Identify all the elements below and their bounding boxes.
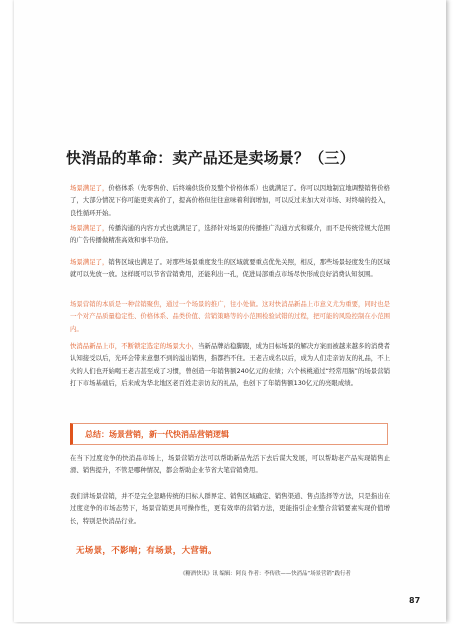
paragraph-conclusion-1 [70,452,390,477]
paragraph-text: 在当下过度竞争的快消品市场上，场景营销方法可以帮助新品先活下去后谋大发展，可以帮助老产品实现销售止滑、销售提升，不管是哪种情况，都会帮助企业节省大笔营销费用。 [70,454,390,475]
paragraph-text: 我们讲场景营销，并不是完全忽略传统的目标人群界定、销售区域确定、销售渠道、售点选择等方法，只是指出在过度竞争的市场态势下，场景营销更具可操作性，更有效率的营销方法，更能指引企业整合营销要素实现价值增长，特别是快消品行业。 [70,492,390,525]
paragraph-new-product [70,340,390,390]
paragraph-text: 价格体系（先零售价、后终端供货价及整个价格体系）也就满足了。你可以因地制宜地调整销售价格了，大部分情况下你可能更卖高价了，提高价格但往往意味着利润增加，可以反过来加大对市场、对终端的投入，良性循环开始。 [70,184,391,217]
page-number: 87 [409,596,421,605]
paragraph-text: 场景营销的本质是一种营销聚焦，通过一个场景的推广，往小处做。这对快消品新品上市意义尤为重要，同时也是一个对产品质量稳定性、价格体系、品类价值、营销策略等的小范围检验试错的过程，把可能的风险控制在小范围内。 [70,300,390,333]
paragraph-lead: 快消品新品上市，不断锁定选定的场景大小， [70,342,199,350]
source-caption: 《糖酒快讯》讯 编辑：阿良 作者：李传欣——快消品“场景营销”践行者 [180,571,351,577]
paragraph-conclusion-2 [70,490,390,527]
slogan: 无场景，不影响；有场景，大营销。 [76,546,217,556]
paragraph-text: 销售区域也满足了。对那些场景重度发生的区域就要重点优先关照，相反，那些场景轻度发生的区域就可以先放一放。这样既可以节省营销费用，还能利出一孔，促进局部重点市场尽快形成良好消费认知氛围。 [70,258,391,279]
summary-heading: 总结：场景营销，新一代快消品营销逻辑 [85,430,229,439]
paragraph-lead: 场景满足了， [70,184,109,192]
paragraph-region [70,256,390,281]
paragraph-essence [70,298,390,335]
article-title: 快消品的革命：卖产品还是卖场景？（三） [66,149,355,167]
paragraph-price [70,182,390,219]
paragraph-lead: 场景满足了， [70,258,109,266]
paragraph-text: 当新品牌站稳脚跟，成为目标场景的解决方案而被越来越多的消费者认知接受以后，光环会带来意想不到的溢出销售，指都挡不住。王老吉成名以后，成为人们走亲访友的礼品，不上火的人们也开始喝王老吉甚至成了习惯，曾创造一年销售额240亿元的业绩；六个核桃通过“经常用脑”的场景营销打下市场基础后，后来成为华北地区老百姓走亲访友的礼品，也创下了年销售额130亿元的亮眼成绩。 [70,342,391,388]
paragraph-communication [70,222,390,247]
summary-heading-box [70,423,388,445]
paragraph-text: 传播沟通的内容方式也就满足了，选择针对场景的传播推广沟通方式和媒介，而不是传统常规大范围的广告传播做精准高效和事半功倍。 [70,224,391,245]
paragraph-lead: 场景满足了， [70,224,109,232]
